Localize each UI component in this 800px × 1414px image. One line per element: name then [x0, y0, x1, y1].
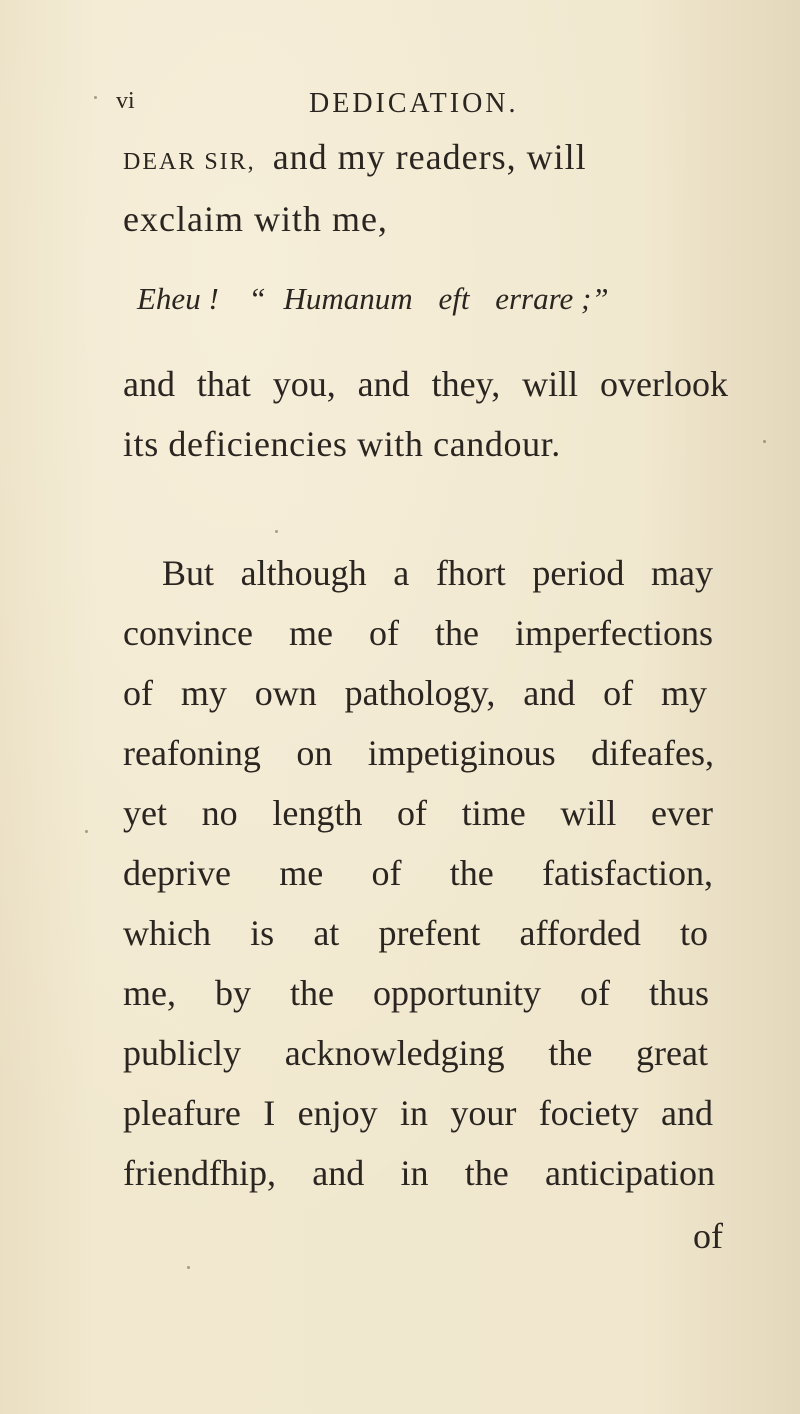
- text-line-4: and that you, and they, will overlook: [123, 364, 728, 404]
- paper-speck: [94, 96, 97, 99]
- paragraph-2-line-5: yet no length of time will ever: [123, 793, 713, 833]
- text-line-2: exclaim with me,: [123, 199, 388, 239]
- latin-humanum: Humanum: [283, 281, 413, 316]
- latin-close: ;”: [581, 281, 609, 316]
- paragraph-2-line-7: which is at prefent afforded to: [123, 913, 708, 953]
- page-number: vi: [116, 88, 135, 114]
- paragraph-2-line-3: of my own pathology, and of my: [123, 673, 707, 713]
- latin-eheu: Eheu !: [137, 281, 219, 316]
- latin-errare: errare: [495, 281, 574, 316]
- latin-est: eft: [438, 281, 470, 316]
- paper-speck: [85, 830, 88, 833]
- paragraph-2-line-1: But although a fhort period may: [162, 553, 713, 593]
- paragraph-2-line-6: deprive me of the fatisfaction,: [123, 853, 713, 893]
- paragraph-2-line-10: pleafure I enjoy in your fociety and: [123, 1093, 713, 1133]
- text-line-5: its deficiencies with candour.: [123, 424, 561, 464]
- latin-open-quote: “: [248, 281, 266, 316]
- salutation: DEAR SIR,: [123, 149, 256, 175]
- text-line-1: [123, 139, 587, 175]
- running-head: [116, 88, 676, 128]
- running-title: DEDICATION.: [309, 88, 519, 119]
- paragraph-2-line-4: reafoning on impetiginous difeafes,: [123, 733, 714, 773]
- latin-quotation: [137, 283, 609, 314]
- paragraph-2-line-8: me, by the opportunity of thus: [123, 973, 709, 1013]
- paragraph-2-line-2: convince me of the imperfections: [123, 613, 713, 653]
- paper-speck: [275, 530, 278, 533]
- paper-speck: [763, 440, 766, 443]
- catchword: of: [693, 1216, 723, 1256]
- text-line-1-rest: and my readers, will: [272, 137, 587, 177]
- paragraph-2-line-11: friendfhip, and in the anticipation: [123, 1153, 715, 1193]
- paper-speck: [187, 1266, 190, 1269]
- paragraph-2-line-9: publicly acknowledging the great: [123, 1033, 708, 1073]
